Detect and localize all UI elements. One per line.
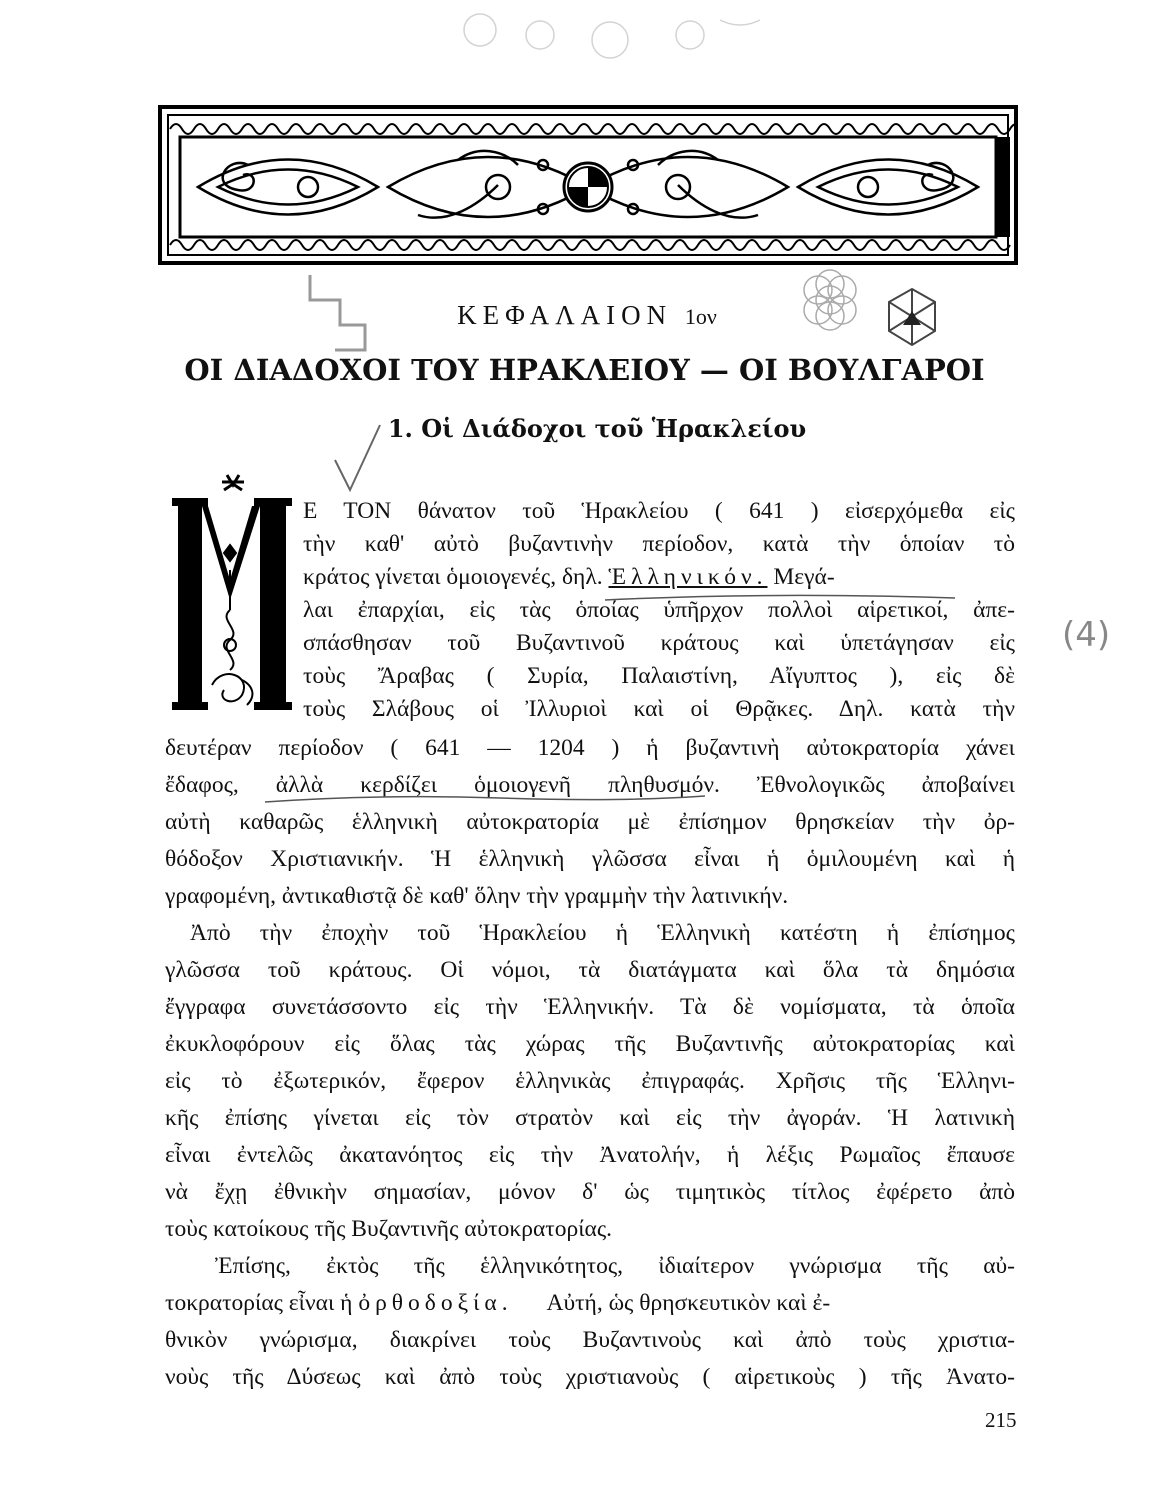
page-number: 215 bbox=[985, 1408, 1017, 1432]
text-line: εἶναι ἐντελῶς ἀκατανόητος εἰς τὴν Ἀνατολήν, ἡ λέξις Ρωμαῖος ἔπαυσε bbox=[165, 1142, 1015, 1168]
text-line: δευτέραν περίοδον ( 641 — 1204 ) ἡ βυζαντινὴ αὐτοκρατορία χάνει bbox=[165, 735, 1015, 761]
chapter-heading bbox=[0, 300, 1154, 331]
drop-capital-m bbox=[172, 470, 292, 730]
text-line: θνικὸν γνώρισμα, διακρίνει τοὺς Βυζαντινοὺς καὶ ἀπὸ τοὺς χριστια- bbox=[165, 1327, 1015, 1353]
bleed-through-doodles bbox=[440, 0, 770, 70]
text-line: τοὺς κατοίκους τῆς Βυζαντινῆς αὐτοκρατορίας. bbox=[165, 1216, 613, 1242]
text-line: εἰς τὸ ἐξωτερικόν, ἔφερον ἑλληνικὰς ἐπιγραφάς. Χρῆσις τῆς Ἑλληνι- bbox=[165, 1068, 1015, 1094]
margin-note: (4) bbox=[1062, 615, 1111, 655]
text-line: γραφομένη, ἀντικαθιστᾷ δὲ καθ' ὅλην τὴν γραμμὴν τὴν λατινικήν. bbox=[165, 883, 789, 909]
text-line: ἔγγραφα συνετάσσοντο εἰς τὴν Ἑλληνικήν. Τὰ δὲ νομίσματα, τὰ ὁποῖα bbox=[165, 994, 1015, 1020]
pencil-underline bbox=[600, 590, 960, 610]
pencil-underline bbox=[260, 780, 710, 810]
text-line: τοὺς Σλάβους οἱ Ἰλλυριοὶ καὶ οἱ Θρᾷκες. Δηλ. κατὰ τὴν bbox=[303, 696, 1015, 722]
text-segment: κράτος γίνεται ὁμοιογενές, δηλ. bbox=[303, 564, 603, 590]
text-line: λαι ἐπαρχίαι, εἰς τὰς ὁποίας ὑπῆρχον πολλοὶ αἱρετικοί, ἀπε- bbox=[303, 597, 1015, 623]
text-line: νοὺς τῆς Δύσεως καὶ ἀπὸ τοὺς χριστιανοὺς ( αἱρετικοὺς ) τῆς Ἀνατο- bbox=[165, 1364, 1015, 1390]
text-line: Ἐπίσης, ἐκτὸς τῆς ἑλληνικότητος, ἰδιαίτερον γνώρισμα τῆς αὐ- bbox=[215, 1253, 1015, 1279]
text-line bbox=[165, 1288, 1015, 1318]
main-title: ΟΙ ΔΙΑΔΟΧΟΙ ΤΟΥ ΗΡΑΚΛΕΙΟΥ — ΟΙ ΒΟΥΛΓΑΡΟΙ bbox=[184, 353, 985, 387]
text-line: Ἀπὸ τὴν ἐποχὴν τοῦ Ἡρακλείου ἡ Ἑλληνικὴ κατέστη ἡ ἐπίσημος bbox=[190, 920, 1015, 946]
text-line: γλῶσσα τοῦ κράτους. Οἱ νόμοι, τὰ διατάγματα καὶ ὅλα τὰ δημόσια bbox=[165, 957, 1015, 983]
pencil-check-mark bbox=[330, 420, 390, 500]
text-line: θόδοξον Χριστιανικήν. Ἡ ἑλληνικὴ γλῶσσα εἶναι ἡ ὁμιλουμένη καὶ ἡ bbox=[165, 846, 1015, 872]
text-line: τὴν καθ' αὐτὸ βυζαντινὴν περίοδον, κατὰ τὴν ὁποίαν τὸ bbox=[303, 531, 1015, 557]
text-segment: Μεγά- bbox=[773, 564, 835, 590]
text-segment: τοκρατορίας εἶναι ἡ bbox=[165, 1290, 353, 1316]
emphasized-word: Ἑλληνικόν. bbox=[608, 564, 768, 590]
chapter-number: 1ον bbox=[684, 304, 717, 329]
text-line: ἐκυκλοφόρουν εἰς ὅλας τὰς χώρας τῆς Βυζαντινῆς αὐτοκρατορίας καὶ bbox=[165, 1031, 1015, 1057]
chapter-label: ΚΕΦΑΛΑΙΟΝ bbox=[457, 300, 673, 330]
text-line: ἔδαφος, ἀλλὰ κερδίζει ὁμοιογενῆ πληθυσμόν. Ἐθνολογικῶς ἀποβαίνει bbox=[165, 772, 1015, 798]
text-line: Ε ΤΟΝ θάνατον τοῦ Ἡρακλείου ( 641 ) εἰσερχόμεθα εἰς bbox=[303, 498, 1015, 524]
section-title: 1. Οἱ Διάδοχοι τοῦ Ἡρακλείου bbox=[387, 414, 807, 443]
text-line: κῆς ἐπίσης γίνεται εἰς τὸν στρατὸν καὶ εἰς τὴν ἀγοράν. Ἡ λατινικὴ bbox=[165, 1105, 1015, 1131]
text-line: νὰ ἔχῃ ἐθνικὴν σημασίαν, μόνον δ' ὡς τιμητικὸς τίτλος ἐφέρετο ἀπὸ bbox=[165, 1179, 1015, 1205]
ornamental-headpiece bbox=[158, 105, 1018, 265]
text-line bbox=[303, 562, 1015, 592]
text-line: αὐτὴ καθαρῶς ἑλληνικὴ αὐτοκρατορία μὲ ἐπίσημον θρησκείαν τὴν ὀρ- bbox=[165, 809, 1015, 835]
emphasized-word: ὀρθοδοξία. bbox=[358, 1290, 513, 1316]
text-segment: Αὐτή, ὡς θρησκευτικὸν καὶ ἐ- bbox=[546, 1290, 831, 1316]
text-line: τοὺς Ἄραβας ( Συρία, Παλαιστίνη, Αἴγυπτος ), εἰς δὲ bbox=[303, 663, 1015, 689]
text-line: σπάσθησαν τοῦ Βυζαντινοῦ κράτους καὶ ὑπετάγησαν εἰς bbox=[303, 630, 1015, 656]
